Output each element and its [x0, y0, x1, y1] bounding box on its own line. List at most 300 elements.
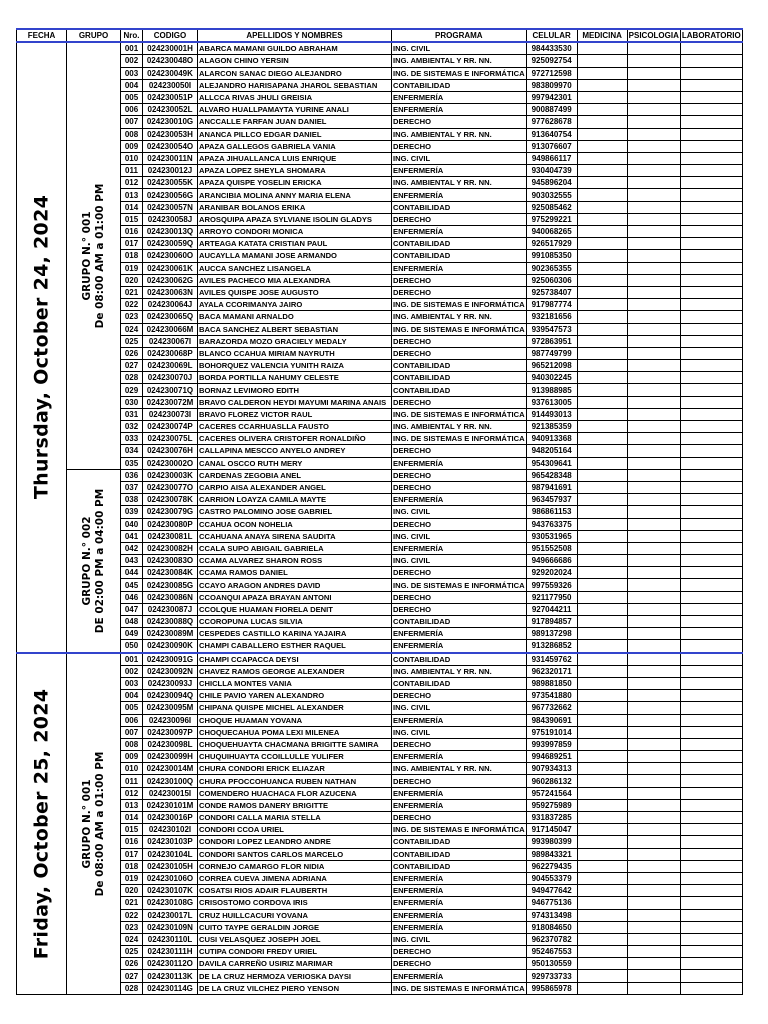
laboratorio-cell[interactable] [680, 946, 742, 958]
laboratorio-cell[interactable] [680, 690, 742, 702]
laboratorio-cell[interactable] [680, 360, 742, 372]
psicologia-cell[interactable] [627, 213, 680, 225]
phone: 995865978 [526, 982, 577, 994]
medicina-cell[interactable] [577, 872, 627, 884]
laboratorio-cell[interactable] [680, 751, 742, 763]
group-title: GRUPO N.° 001 [80, 211, 93, 301]
row-number: 007 [121, 726, 143, 738]
medicina-cell[interactable] [577, 738, 627, 750]
laboratorio-cell[interactable] [680, 518, 742, 530]
medicina-cell[interactable] [577, 787, 627, 799]
group-title: GRUPO N.° 002 [80, 516, 93, 606]
student-name: CANAL OSCCO RUTH MERY [198, 457, 392, 469]
student-name: ALLCCA RIVAS JHULI GREISIA [198, 91, 392, 103]
psicologia-cell[interactable] [627, 665, 680, 677]
medicina-cell[interactable] [577, 506, 627, 518]
program: ENFERMERÍA [392, 714, 527, 726]
medicina-cell[interactable] [577, 140, 627, 152]
laboratorio-cell[interactable] [680, 872, 742, 884]
laboratorio-cell[interactable] [680, 408, 742, 420]
psicologia-cell[interactable] [627, 104, 680, 116]
medicina-cell[interactable] [577, 751, 627, 763]
laboratorio-cell[interactable] [680, 213, 742, 225]
table-row [17, 603, 743, 615]
laboratorio-cell[interactable] [680, 591, 742, 603]
psicologia-cell[interactable] [627, 982, 680, 994]
medicina-cell[interactable] [577, 885, 627, 897]
medicina-cell[interactable] [577, 726, 627, 738]
laboratorio-cell[interactable] [680, 640, 742, 653]
medicina-cell[interactable] [577, 958, 627, 970]
psicologia-cell[interactable] [627, 67, 680, 79]
laboratorio-cell[interactable] [680, 384, 742, 396]
medicina-cell[interactable] [577, 665, 627, 677]
program: ING. CIVIL [392, 530, 527, 542]
program: CONTABILIDAD [392, 836, 527, 848]
psicologia-cell[interactable] [627, 165, 680, 177]
medicina-cell[interactable] [577, 775, 627, 787]
table-row [17, 384, 743, 396]
psicologia-cell[interactable] [627, 262, 680, 274]
medicina-cell[interactable] [577, 628, 627, 640]
medicina-cell[interactable] [577, 286, 627, 298]
phone: 962279435 [526, 860, 577, 872]
program: ING. CIVIL [392, 555, 527, 567]
day-date-label: Thursday, October 24, 2024 [30, 195, 52, 500]
laboratorio-cell[interactable] [680, 347, 742, 359]
psicologia-cell[interactable] [627, 775, 680, 787]
laboratorio-cell[interactable] [680, 555, 742, 567]
medicina-cell[interactable] [577, 165, 627, 177]
medicina-cell[interactable] [577, 860, 627, 872]
psicologia-cell[interactable] [627, 860, 680, 872]
psicologia-cell[interactable] [627, 933, 680, 945]
medicina-cell[interactable] [577, 128, 627, 140]
medicina-cell[interactable] [577, 909, 627, 921]
psicologia-cell[interactable] [627, 885, 680, 897]
laboratorio-cell[interactable] [680, 433, 742, 445]
psicologia-cell[interactable] [627, 812, 680, 824]
phone: 918084650 [526, 921, 577, 933]
laboratorio-cell[interactable] [680, 775, 742, 787]
laboratorio-cell[interactable] [680, 299, 742, 311]
row-number: 026 [121, 347, 143, 359]
psicologia-cell[interactable] [627, 653, 680, 666]
student-code: 024230068P [143, 347, 198, 359]
medicina-cell[interactable] [577, 897, 627, 909]
psicologia-cell[interactable] [627, 372, 680, 384]
psicologia-cell[interactable] [627, 189, 680, 201]
student-code: 024230017L [143, 909, 198, 921]
laboratorio-cell[interactable] [680, 104, 742, 116]
psicologia-cell[interactable] [627, 481, 680, 493]
medicina-cell[interactable] [577, 481, 627, 493]
medicina-cell[interactable] [577, 335, 627, 347]
laboratorio-cell[interactable] [680, 421, 742, 433]
phone: 957241564 [526, 787, 577, 799]
phone: 929733733 [526, 970, 577, 982]
laboratorio-cell[interactable] [680, 189, 742, 201]
laboratorio-cell[interactable] [680, 812, 742, 824]
laboratorio-cell[interactable] [680, 238, 742, 250]
student-name: CONDORI LOPEZ LEANDRO ANDRE [198, 836, 392, 848]
psicologia-cell[interactable] [627, 921, 680, 933]
laboratorio-cell[interactable] [680, 396, 742, 408]
medicina-cell[interactable] [577, 799, 627, 811]
laboratorio-cell[interactable] [680, 177, 742, 189]
program: ING. AMBIENTAL Y RR. NN. [392, 421, 527, 433]
student-name: CARRION LOAYZA CAMILA MAYTE [198, 494, 392, 506]
laboratorio-cell[interactable] [680, 885, 742, 897]
psicologia-cell[interactable] [627, 970, 680, 982]
medicina-cell[interactable] [577, 201, 627, 213]
laboratorio-cell[interactable] [680, 628, 742, 640]
laboratorio-cell[interactable] [680, 653, 742, 666]
psicologia-cell[interactable] [627, 116, 680, 128]
program: DERECHO [392, 812, 527, 824]
table-row [17, 775, 743, 787]
laboratorio-cell[interactable] [680, 250, 742, 262]
medicina-cell[interactable] [577, 542, 627, 554]
program: DERECHO [392, 445, 527, 457]
phone: 940068265 [526, 226, 577, 238]
medicina-cell[interactable] [577, 67, 627, 79]
table-row [17, 481, 743, 493]
student-name: ALAGON CHINO YERSIN [198, 55, 392, 67]
medicina-cell[interactable] [577, 982, 627, 994]
student-code: 024230079G [143, 506, 198, 518]
psicologia-cell[interactable] [627, 836, 680, 848]
laboratorio-cell[interactable] [680, 579, 742, 591]
medicina-cell[interactable] [577, 238, 627, 250]
laboratorio-cell[interactable] [680, 67, 742, 79]
laboratorio-cell[interactable] [680, 530, 742, 542]
medicina-cell[interactable] [577, 213, 627, 225]
laboratorio-cell[interactable] [680, 165, 742, 177]
medicina-cell[interactable] [577, 603, 627, 615]
psicologia-cell[interactable] [627, 226, 680, 238]
medicina-cell[interactable] [577, 824, 627, 836]
medicina-cell[interactable] [577, 189, 627, 201]
student-code: 024230054O [143, 140, 198, 152]
psicologia-cell[interactable] [627, 751, 680, 763]
psicologia-cell[interactable] [627, 518, 680, 530]
medicina-cell[interactable] [577, 763, 627, 775]
psicologia-cell[interactable] [627, 567, 680, 579]
psicologia-cell[interactable] [627, 726, 680, 738]
laboratorio-cell[interactable] [680, 787, 742, 799]
medicina-cell[interactable] [577, 311, 627, 323]
student-code: 024230060O [143, 250, 198, 262]
psicologia-cell[interactable] [627, 799, 680, 811]
laboratorio-cell[interactable] [680, 567, 742, 579]
medicina-cell[interactable] [577, 591, 627, 603]
medicina-cell[interactable] [577, 812, 627, 824]
laboratorio-cell[interactable] [680, 824, 742, 836]
laboratorio-cell[interactable] [680, 702, 742, 714]
psicologia-cell[interactable] [627, 311, 680, 323]
laboratorio-cell[interactable] [680, 128, 742, 140]
medicina-cell[interactable] [577, 530, 627, 542]
psicologia-cell[interactable] [627, 445, 680, 457]
phone: 997559326 [526, 579, 577, 591]
laboratorio-cell[interactable] [680, 982, 742, 994]
phone: 962320171 [526, 665, 577, 677]
laboratorio-cell[interactable] [680, 226, 742, 238]
laboratorio-cell[interactable] [680, 481, 742, 493]
laboratorio-cell[interactable] [680, 603, 742, 615]
medicina-cell[interactable] [577, 347, 627, 359]
laboratorio-cell[interactable] [680, 201, 742, 213]
medicina-cell[interactable] [577, 91, 627, 103]
medicina-cell[interactable] [577, 494, 627, 506]
laboratorio-cell[interactable] [680, 494, 742, 506]
medicina-cell[interactable] [577, 323, 627, 335]
psicologia-cell[interactable] [627, 79, 680, 91]
psicologia-cell[interactable] [627, 421, 680, 433]
psicologia-cell[interactable] [627, 909, 680, 921]
psicologia-cell[interactable] [627, 323, 680, 335]
student-code: 024230100Q [143, 775, 198, 787]
psicologia-cell[interactable] [627, 872, 680, 884]
laboratorio-cell[interactable] [680, 860, 742, 872]
psicologia-cell[interactable] [627, 848, 680, 860]
psicologia-cell[interactable] [627, 824, 680, 836]
laboratorio-cell[interactable] [680, 958, 742, 970]
student-name: BACA MAMANI ARNALDO [198, 311, 392, 323]
phone: 994689251 [526, 751, 577, 763]
medicina-cell[interactable] [577, 579, 627, 591]
medicina-cell[interactable] [577, 616, 627, 628]
psicologia-cell[interactable] [627, 738, 680, 750]
laboratorio-cell[interactable] [680, 274, 742, 286]
student-code: 024230073I [143, 408, 198, 420]
laboratorio-cell[interactable] [680, 42, 742, 55]
laboratorio-cell[interactable] [680, 152, 742, 164]
medicina-cell[interactable] [577, 384, 627, 396]
medicina-cell[interactable] [577, 702, 627, 714]
medicina-cell[interactable] [577, 104, 627, 116]
medicina-cell[interactable] [577, 836, 627, 848]
laboratorio-cell[interactable] [680, 445, 742, 457]
laboratorio-cell[interactable] [680, 738, 742, 750]
psicologia-cell[interactable] [627, 591, 680, 603]
laboratorio-cell[interactable] [680, 909, 742, 921]
medicina-cell[interactable] [577, 714, 627, 726]
laboratorio-cell[interactable] [680, 55, 742, 67]
psicologia-cell[interactable] [627, 542, 680, 554]
medicina-cell[interactable] [577, 518, 627, 530]
medicina-cell[interactable] [577, 946, 627, 958]
medicina-cell[interactable] [577, 653, 627, 666]
medicina-cell[interactable] [577, 469, 627, 481]
psicologia-cell[interactable] [627, 177, 680, 189]
student-code: 024230014M [143, 763, 198, 775]
psicologia-cell[interactable] [627, 201, 680, 213]
laboratorio-cell[interactable] [680, 970, 742, 982]
medicina-cell[interactable] [577, 55, 627, 67]
psicologia-cell[interactable] [627, 140, 680, 152]
psicologia-cell[interactable] [627, 958, 680, 970]
psicologia-cell[interactable] [627, 897, 680, 909]
laboratorio-cell[interactable] [680, 836, 742, 848]
laboratorio-cell[interactable] [680, 921, 742, 933]
medicina-cell[interactable] [577, 555, 627, 567]
laboratorio-cell[interactable] [680, 726, 742, 738]
psicologia-cell[interactable] [627, 530, 680, 542]
laboratorio-cell[interactable] [680, 848, 742, 860]
medicina-cell[interactable] [577, 567, 627, 579]
laboratorio-cell[interactable] [680, 79, 742, 91]
psicologia-cell[interactable] [627, 579, 680, 591]
row-number: 004 [121, 79, 143, 91]
medicina-cell[interactable] [577, 152, 627, 164]
student-code: 024230113K [143, 970, 198, 982]
medicina-cell[interactable] [577, 640, 627, 653]
student-name: ARTEAGA KATATA CRISTIAN PAUL [198, 238, 392, 250]
psicologia-cell[interactable] [627, 946, 680, 958]
laboratorio-cell[interactable] [680, 677, 742, 689]
psicologia-cell[interactable] [627, 42, 680, 55]
phone: 963457937 [526, 494, 577, 506]
laboratorio-cell[interactable] [680, 262, 742, 274]
laboratorio-cell[interactable] [680, 286, 742, 298]
laboratorio-cell[interactable] [680, 469, 742, 481]
laboratorio-cell[interactable] [680, 616, 742, 628]
psicologia-cell[interactable] [627, 433, 680, 445]
psicologia-cell[interactable] [627, 347, 680, 359]
laboratorio-cell[interactable] [680, 116, 742, 128]
medicina-cell[interactable] [577, 116, 627, 128]
student-code: 024230059Q [143, 238, 198, 250]
phone: 921177950 [526, 591, 577, 603]
psicologia-cell[interactable] [627, 640, 680, 653]
phone: 972712598 [526, 67, 577, 79]
psicologia-cell[interactable] [627, 763, 680, 775]
phone: 984433530 [526, 42, 577, 55]
medicina-cell[interactable] [577, 421, 627, 433]
row-number: 028 [121, 372, 143, 384]
medicina-cell[interactable] [577, 372, 627, 384]
program: ING. CIVIL [392, 726, 527, 738]
medicina-cell[interactable] [577, 42, 627, 55]
medicina-cell[interactable] [577, 360, 627, 372]
table-row [17, 848, 743, 860]
laboratorio-cell[interactable] [680, 714, 742, 726]
laboratorio-cell[interactable] [680, 91, 742, 103]
laboratorio-cell[interactable] [680, 335, 742, 347]
table-row [17, 238, 743, 250]
psicologia-cell[interactable] [627, 335, 680, 347]
medicina-cell[interactable] [577, 262, 627, 274]
medicina-cell[interactable] [577, 933, 627, 945]
laboratorio-cell[interactable] [680, 799, 742, 811]
medicina-cell[interactable] [577, 408, 627, 420]
laboratorio-cell[interactable] [680, 323, 742, 335]
medicina-cell[interactable] [577, 457, 627, 469]
psicologia-cell[interactable] [627, 408, 680, 420]
psicologia-cell[interactable] [627, 714, 680, 726]
medicina-cell[interactable] [577, 970, 627, 982]
psicologia-cell[interactable] [627, 299, 680, 311]
table-row [17, 79, 743, 91]
psicologia-cell[interactable] [627, 152, 680, 164]
psicologia-cell[interactable] [627, 396, 680, 408]
medicina-cell[interactable] [577, 396, 627, 408]
phone: 991085350 [526, 250, 577, 262]
laboratorio-cell[interactable] [680, 506, 742, 518]
medicina-cell[interactable] [577, 177, 627, 189]
laboratorio-cell[interactable] [680, 933, 742, 945]
medicina-cell[interactable] [577, 677, 627, 689]
phone: 977628678 [526, 116, 577, 128]
psicologia-cell[interactable] [627, 616, 680, 628]
laboratorio-cell[interactable] [680, 457, 742, 469]
row-number: 047 [121, 603, 143, 615]
medicina-cell[interactable] [577, 433, 627, 445]
laboratorio-cell[interactable] [680, 140, 742, 152]
laboratorio-cell[interactable] [680, 665, 742, 677]
table-row [17, 457, 743, 469]
program: ING. AMBIENTAL Y RR. NN. [392, 128, 527, 140]
psicologia-cell[interactable] [627, 238, 680, 250]
laboratorio-cell[interactable] [680, 372, 742, 384]
laboratorio-cell[interactable] [680, 897, 742, 909]
medicina-cell[interactable] [577, 79, 627, 91]
psicologia-cell[interactable] [627, 677, 680, 689]
medicina-cell[interactable] [577, 921, 627, 933]
psicologia-cell[interactable] [627, 555, 680, 567]
medicina-cell[interactable] [577, 226, 627, 238]
psicologia-cell[interactable] [627, 274, 680, 286]
medicina-cell[interactable] [577, 274, 627, 286]
student-name: CHAMPI CABALLERO ESTHER RAQUEL [198, 640, 392, 653]
psicologia-cell[interactable] [627, 360, 680, 372]
psicologia-cell[interactable] [627, 128, 680, 140]
psicologia-cell[interactable] [627, 628, 680, 640]
psicologia-cell[interactable] [627, 286, 680, 298]
student-name: CONDE RAMOS DANERY BRIGITTE [198, 799, 392, 811]
medicina-cell[interactable] [577, 250, 627, 262]
medicina-cell[interactable] [577, 848, 627, 860]
header-programa: PROGRAMA [392, 29, 527, 42]
psicologia-cell[interactable] [627, 506, 680, 518]
row-number: 024 [121, 323, 143, 335]
row-number: 003 [121, 67, 143, 79]
psicologia-cell[interactable] [627, 384, 680, 396]
psicologia-cell[interactable] [627, 469, 680, 481]
medicina-cell[interactable] [577, 445, 627, 457]
psicologia-cell[interactable] [627, 250, 680, 262]
student-name: ALARCON SANAC DIEGO ALEJANDRO [198, 67, 392, 79]
psicologia-cell[interactable] [627, 457, 680, 469]
psicologia-cell[interactable] [627, 690, 680, 702]
medicina-cell[interactable] [577, 299, 627, 311]
psicologia-cell[interactable] [627, 91, 680, 103]
program: ENFERMERÍA [392, 640, 527, 653]
psicologia-cell[interactable] [627, 494, 680, 506]
psicologia-cell[interactable] [627, 603, 680, 615]
medicina-cell[interactable] [577, 690, 627, 702]
laboratorio-cell[interactable] [680, 311, 742, 323]
header-laboratorio: LABORATORIO [680, 29, 742, 42]
psicologia-cell[interactable] [627, 787, 680, 799]
psicologia-cell[interactable] [627, 702, 680, 714]
laboratorio-cell[interactable] [680, 763, 742, 775]
psicologia-cell[interactable] [627, 55, 680, 67]
laboratorio-cell[interactable] [680, 542, 742, 554]
student-name: CALLAPINA MESCCO ANYELO ANDREY [198, 445, 392, 457]
